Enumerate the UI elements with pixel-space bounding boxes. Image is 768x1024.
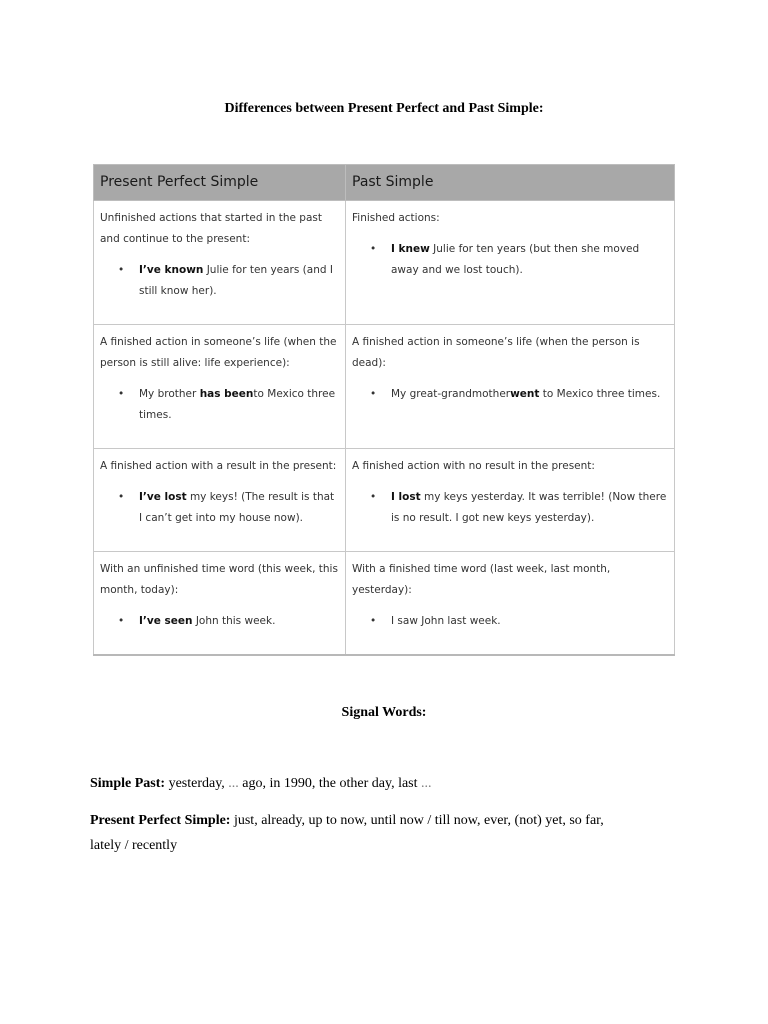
example-verb: went — [510, 388, 540, 400]
example-text: My great-grandmother — [391, 388, 511, 400]
usage-description: A finished action with a result in the present: — [100, 460, 337, 472]
bullet-icon: • — [118, 264, 125, 276]
usage-description: With an unfinished time word (this week, this month, today): — [100, 563, 338, 596]
example-text: to Mexico three times. — [539, 388, 661, 400]
example-text: I saw John last week. — [391, 615, 501, 627]
bullet-icon: • — [370, 615, 377, 627]
cell-past-simple — [346, 449, 675, 552]
page-title: Differences between Present Perfect and Past Simple: — [224, 101, 544, 116]
cell-past-simple — [346, 201, 675, 325]
example-sentence — [100, 260, 339, 302]
example-verb: I lost — [391, 491, 421, 503]
cell-present-perfect — [94, 325, 346, 449]
example-text: John this week. — [192, 615, 276, 627]
simple-past-signal-words — [90, 771, 635, 796]
present-perfect-signal-words — [90, 808, 635, 858]
present-perfect-label: Present Perfect Simple: — [90, 813, 231, 828]
cell-present-perfect — [94, 201, 346, 325]
usage-description: A finished action with no result in the present: — [352, 460, 595, 472]
usage-description: A finished action in someone’s life (when the person is still alive: life experience): — [100, 336, 337, 369]
example-verb: has been — [199, 388, 254, 400]
example-text: my keys! (The result is that I can’t get into my house now). — [139, 491, 335, 524]
example-sentence — [100, 611, 339, 632]
example-text: Julie for ten years (but then she moved away and we lost touch). — [391, 243, 640, 276]
table-row — [94, 325, 675, 449]
example-text: Julie for ten years (and I still know her). — [139, 264, 333, 297]
cell-past-simple — [346, 552, 675, 655]
example-sentence — [352, 239, 668, 281]
ellipsis: ... — [421, 776, 432, 791]
usage-description: A finished action in someone’s life (when the person is dead): — [352, 336, 640, 369]
ellipsis: ... — [228, 776, 239, 791]
cell-present-perfect — [94, 449, 346, 552]
example-text: My brother — [139, 388, 200, 400]
example-verb: I’ve seen — [139, 615, 193, 627]
example-sentence — [352, 487, 668, 529]
example-verb: I’ve known — [139, 264, 204, 276]
simple-past-words-2: ago, in 1990, the other day, last — [238, 776, 422, 791]
usage-description: Unfinished actions that started in the past and continue to the present: — [100, 212, 322, 245]
table-row — [94, 201, 675, 325]
bullet-icon: • — [370, 491, 377, 503]
bullet-icon: • — [370, 243, 377, 255]
table-row — [94, 449, 675, 552]
header-present-perfect: Present Perfect Simple — [94, 165, 346, 201]
table-row — [94, 552, 675, 655]
cell-past-simple — [346, 325, 675, 449]
simple-past-words: yesterday, — [165, 776, 229, 791]
signal-words-heading: Signal Words: — [341, 705, 427, 720]
comparison-table — [93, 164, 675, 656]
example-verb: I knew — [391, 243, 430, 255]
usage-description: With a finished time word (last week, last month, yesterday): — [352, 563, 611, 596]
cell-present-perfect — [94, 552, 346, 655]
example-verb: I’ve lost — [139, 491, 187, 503]
example-sentence — [352, 611, 668, 632]
example-sentence — [100, 384, 339, 426]
bullet-icon: • — [118, 615, 125, 627]
header-past-simple: Past Simple — [346, 165, 675, 201]
simple-past-label: Simple Past: — [90, 776, 166, 791]
example-text: my keys yesterday. It was terrible! (Now there is no result. I got new keys yesterday). — [391, 491, 667, 524]
bullet-icon: • — [370, 388, 377, 400]
present-perfect-words: just, already, up to now, until now / till now, ever, (not) yet, so far, lately / recently — [90, 813, 604, 853]
example-sentence — [352, 384, 668, 405]
usage-description: Finished actions: — [352, 212, 440, 224]
table-body — [94, 201, 675, 655]
bullet-icon: • — [118, 491, 125, 503]
table-header-row — [94, 165, 675, 201]
example-text: to Mexico three times. — [139, 388, 336, 421]
bullet-icon: • — [118, 388, 125, 400]
example-sentence — [100, 487, 339, 529]
